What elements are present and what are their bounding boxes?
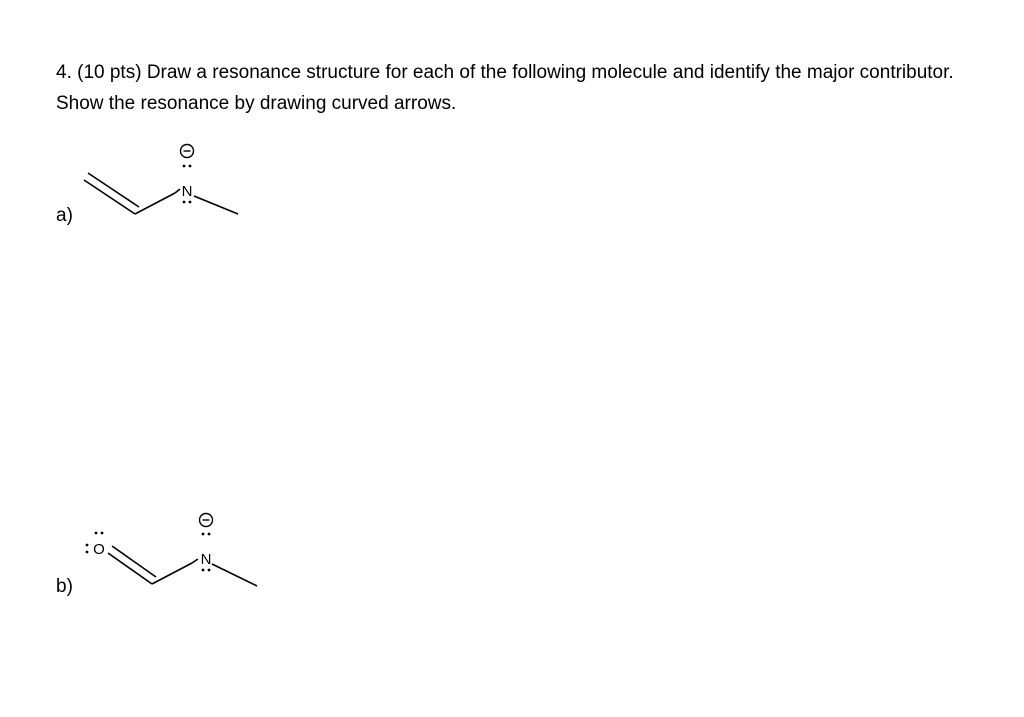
- bond-n-ch3: [212, 564, 257, 586]
- lone-pair-dot: [208, 533, 211, 536]
- lone-pair-dot: [95, 532, 98, 535]
- lone-pair-dot: [183, 165, 186, 168]
- oxygen-atom-label: O: [93, 541, 105, 558]
- part-a-label: a): [56, 205, 73, 226]
- bond-c2-c3: [135, 193, 175, 214]
- lone-pair-dot: [189, 165, 192, 168]
- lone-pair-dot: [202, 533, 205, 536]
- bond-o-c1: [108, 553, 152, 584]
- bond-c1-c2-double: [88, 173, 139, 207]
- nitrogen-atom-label: N: [200, 551, 212, 568]
- bond-c1-c2: [152, 563, 192, 584]
- lone-pair-dot: [202, 569, 205, 572]
- bond-o-c1-double: [112, 546, 156, 577]
- bond-c3-n: [175, 189, 180, 193]
- part-b-label: b): [56, 576, 73, 597]
- nitrogen-atom-label: N: [181, 183, 193, 200]
- lone-pair-dot: [189, 201, 192, 204]
- lone-pair-dot: [208, 569, 211, 572]
- lone-pair-dot: [86, 544, 89, 547]
- molecule-b-structure: [70, 500, 280, 610]
- lone-pair-dot: [183, 201, 186, 204]
- bond-c2-n: [192, 559, 198, 563]
- molecule-a-structure: [70, 130, 260, 230]
- lone-pair-dot: [101, 532, 104, 535]
- lone-pair-dot: [86, 551, 89, 554]
- question-text: 4. (10 pts) Draw a resonance structure for each of the following molecule and identify the major contributor. Show the resonance by drawing curved arrows.: [56, 62, 954, 114]
- bond-n-ch3: [194, 196, 238, 214]
- bond-c1-c2: [84, 180, 135, 214]
